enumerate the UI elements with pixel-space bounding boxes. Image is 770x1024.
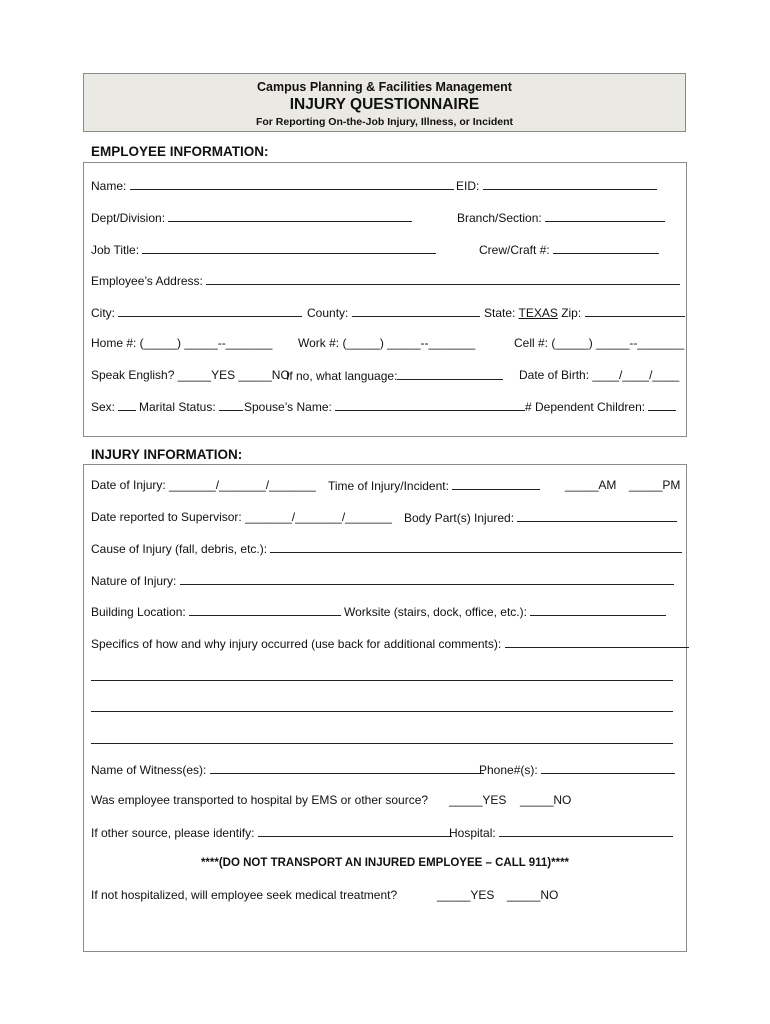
witness-field[interactable] [210, 762, 484, 774]
specifics-field[interactable] [505, 636, 689, 648]
row-nature [91, 573, 177, 601]
speak-english-field[interactable]: Speak English? _____YES _____NO [91, 368, 290, 382]
date-reported-field[interactable]: Date reported to Supervisor: _______/_______/_______ [91, 510, 392, 524]
city-label: City: [91, 306, 115, 320]
crew-field[interactable] [553, 242, 659, 254]
worksite-label: Worksite (stairs, dock, office, etc.): [344, 605, 527, 619]
row-cause [91, 541, 268, 569]
specifics-line-1[interactable] [91, 680, 673, 681]
phone-label: Phone#(s): [479, 763, 538, 777]
row-seek-treatment [91, 888, 559, 944]
specifics-line-2[interactable] [91, 711, 673, 712]
hospital-label: Hospital: [449, 826, 496, 840]
crew-label: Crew/Craft #: [479, 243, 550, 257]
phone-field[interactable] [541, 762, 675, 774]
state-label: State: [484, 306, 516, 320]
state-value[interactable]: TEXAS [518, 306, 558, 320]
seek-treatment-yes-field[interactable]: _____YES [437, 888, 495, 902]
injury-time-label: Time of Injury/Incident: [328, 479, 449, 493]
address-field[interactable] [206, 273, 680, 285]
injury-section-heading: INJURY INFORMATION: [91, 447, 243, 462]
spouse-field[interactable] [335, 399, 525, 411]
injury-section [83, 464, 687, 952]
seek-treatment-label: If not hospitalized, will employee seek medical treatment? [91, 888, 398, 902]
specifics-line-3[interactable] [91, 743, 673, 744]
transported-yes-field[interactable]: _____YES [449, 793, 507, 807]
other-source-label: If other source, please identify: [91, 826, 255, 840]
worksite-field[interactable] [530, 604, 666, 616]
job-title-label: Job Title: [91, 243, 140, 257]
employee-section [83, 162, 687, 437]
dependents-field[interactable] [648, 399, 676, 411]
name-label: Name: [91, 179, 127, 193]
zip-field[interactable] [585, 305, 685, 317]
other-source-field[interactable] [258, 825, 452, 837]
language-label: If no, what language: [286, 369, 398, 383]
marital-field[interactable] [219, 399, 243, 411]
name-field[interactable] [130, 178, 454, 190]
county-field[interactable] [352, 305, 480, 317]
zip-label: Zip: [561, 306, 582, 320]
injury-date-field[interactable]: Date of Injury: _______/_______/_______ [91, 478, 316, 492]
dependents-label: # Dependent Children: [525, 400, 646, 414]
work-phone-field[interactable]: Work #: (_____) _____--_______ [298, 336, 476, 350]
witness-label: Name of Witness(es): [91, 763, 207, 777]
eid-field[interactable] [483, 178, 657, 190]
specifics-label: Specifics of how and why injury occurred (use back for additional comments): [91, 637, 502, 651]
branch-label: Branch/Section: [457, 211, 542, 225]
cause-field[interactable] [270, 541, 682, 553]
body-parts-field[interactable] [517, 510, 677, 522]
branch-field[interactable] [545, 210, 665, 222]
am-field[interactable]: _____AM [565, 478, 617, 492]
sex-field[interactable] [118, 399, 136, 411]
nature-field[interactable] [180, 573, 674, 585]
sex-label: Sex: [91, 400, 116, 414]
dept-label: Dept/Division: [91, 211, 166, 225]
call-911-warning: ****(DO NOT TRANSPORT AN INJURED EMPLOYEE – CALL 911)**** [200, 857, 570, 869]
spouse-label: Spouse’s Name: [244, 400, 332, 414]
nature-label: Nature of Injury: [91, 574, 177, 588]
body-parts-label: Body Part(s) Injured: [404, 511, 515, 525]
home-phone-field[interactable]: Home #: (_____) _____--_______ [91, 336, 273, 350]
hospital-field[interactable] [499, 825, 673, 837]
address-label: Employee’s Address: [91, 274, 203, 288]
transported-no-field[interactable]: _____NO [520, 793, 572, 807]
pm-field[interactable]: _____PM [629, 478, 681, 492]
county-label: County: [307, 306, 349, 320]
cause-label: Cause of Injury (fall, debris, etc.): [91, 542, 268, 556]
employee-section-heading: EMPLOYEE INFORMATION: [91, 144, 269, 159]
seek-treatment-no-field[interactable]: _____NO [507, 888, 559, 902]
building-field[interactable] [189, 604, 341, 616]
job-title-field[interactable] [142, 242, 436, 254]
row-address [91, 273, 203, 301]
marital-label: Marital Status: [139, 400, 216, 414]
cell-phone-field[interactable]: Cell #: (_____) _____--_______ [514, 336, 685, 350]
form-header [83, 73, 686, 132]
eid-label: EID: [456, 179, 480, 193]
transported-label: Was employee transported to hospital by EMS or other source? [91, 793, 429, 807]
language-field[interactable] [397, 368, 503, 380]
city-field[interactable] [118, 305, 302, 317]
dob-field[interactable]: Date of Birth: ____/____/____ [519, 368, 680, 382]
building-label: Building Location: [91, 605, 186, 619]
row-specifics [91, 636, 502, 664]
injury-time-field[interactable] [452, 478, 540, 490]
dept-field[interactable] [168, 210, 412, 222]
organization-name: Campus Planning & Facilities Management [257, 80, 512, 94]
form-subtitle: For Reporting On-the-Job Injury, Illness, or Incident [255, 116, 514, 128]
form-title: INJURY QUESTIONNAIRE [289, 96, 480, 113]
